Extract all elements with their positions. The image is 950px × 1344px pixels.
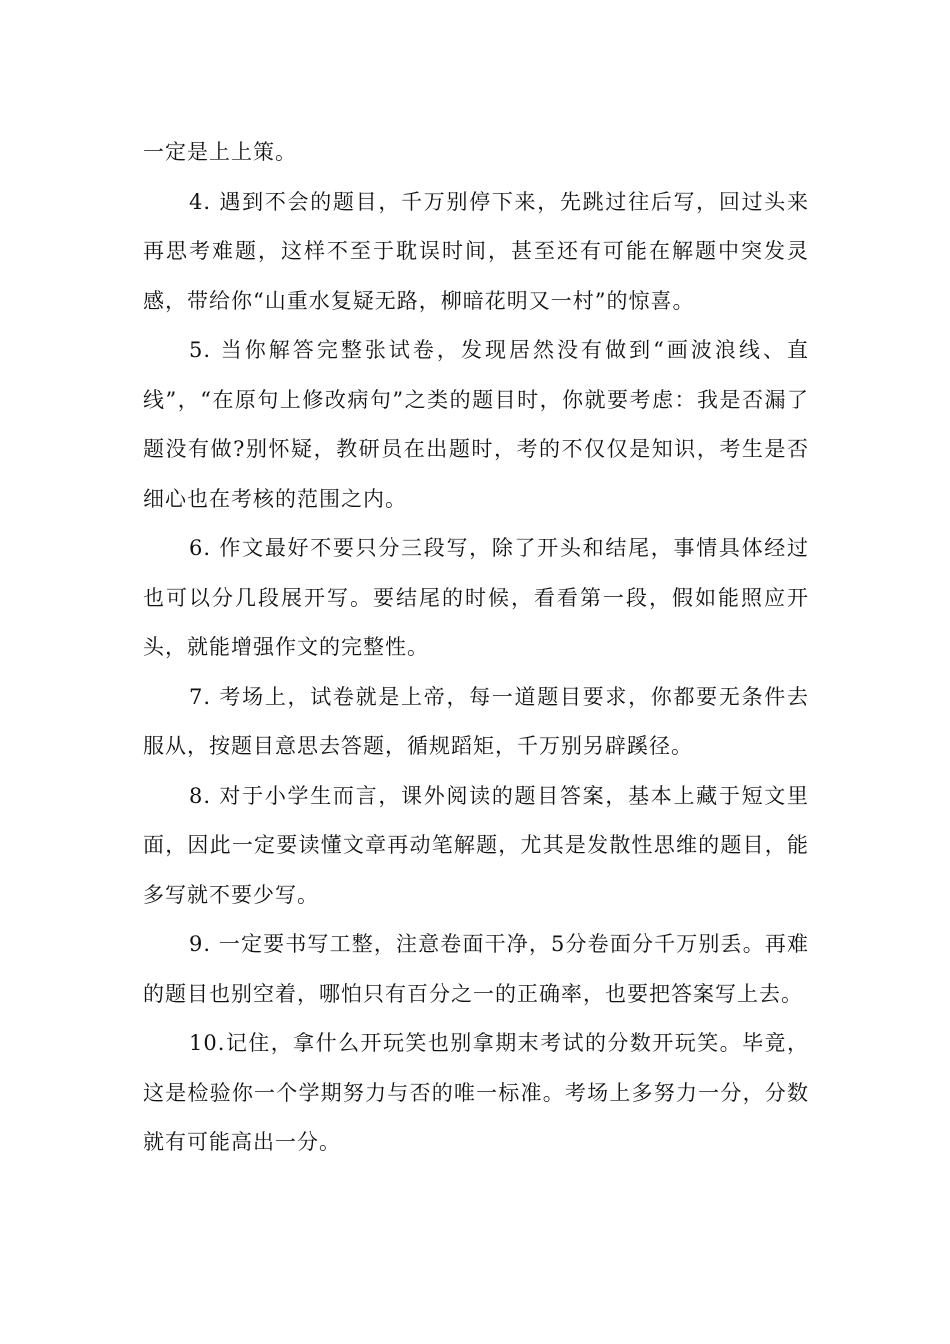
paragraph-tip-5: 5. 当你解答完整张试卷，发现居然没有做到“画波浪线、直线”，“在原句上修改病句”之类的题目时，你就要考虑：我是否漏了题没有做?别怀疑，教研员在出题时，考的不仅仅是知识，考生是否细心也在考核的范围之内。	[143, 338, 809, 511]
paragraph-tip-9: 9. 一定要书写工整，注意卷面干净，5分卷面分千万别丢。再难的题目也别空着，哪怕只有百分之一的正确率，也要把答案写上去。	[143, 932, 809, 1006]
paragraph-tip-4: 4. 遇到不会的题目，千万别停下来，先跳过往后写，回过头来再思考难题，这样不至于耽误时间，甚至还有可能在解题中突发灵感，带给你“山重水复疑无路，柳暗花明又一村”的惊喜。	[143, 189, 809, 313]
paragraph-tip-7: 7. 考场上，试卷就是上帝，每一道题目要求，你都要无条件去服从，按题目意思去答题，循规蹈矩，千万别另辟蹊径。	[143, 684, 809, 758]
document-body	[143, 128, 809, 1168]
paragraph-tip-6: 6. 作文最好不要只分三段写，除了开头和结尾，事情具体经过也可以分几段展开写。要结尾的时候，看看第一段，假如能照应开头，就能增强作文的完整性。	[143, 536, 809, 659]
paragraph-continuation: 一定是上上策。	[143, 140, 297, 164]
paragraph-tip-8: 8. 对于小学生而言，课外阅读的题目答案，基本上藏于短文里面，因此一定要读懂文章再动笔解题，尤其是发散性思维的题目，能多写就不要少写。	[143, 783, 809, 907]
paragraph-tip-10: 10.记住，拿什么开玩笑也别拿期末考试的分数开玩笑。毕竟，这是检验你一个学期努力与否的唯一标准。考场上多努力一分，分数就有可能高出一分。	[143, 1031, 809, 1154]
